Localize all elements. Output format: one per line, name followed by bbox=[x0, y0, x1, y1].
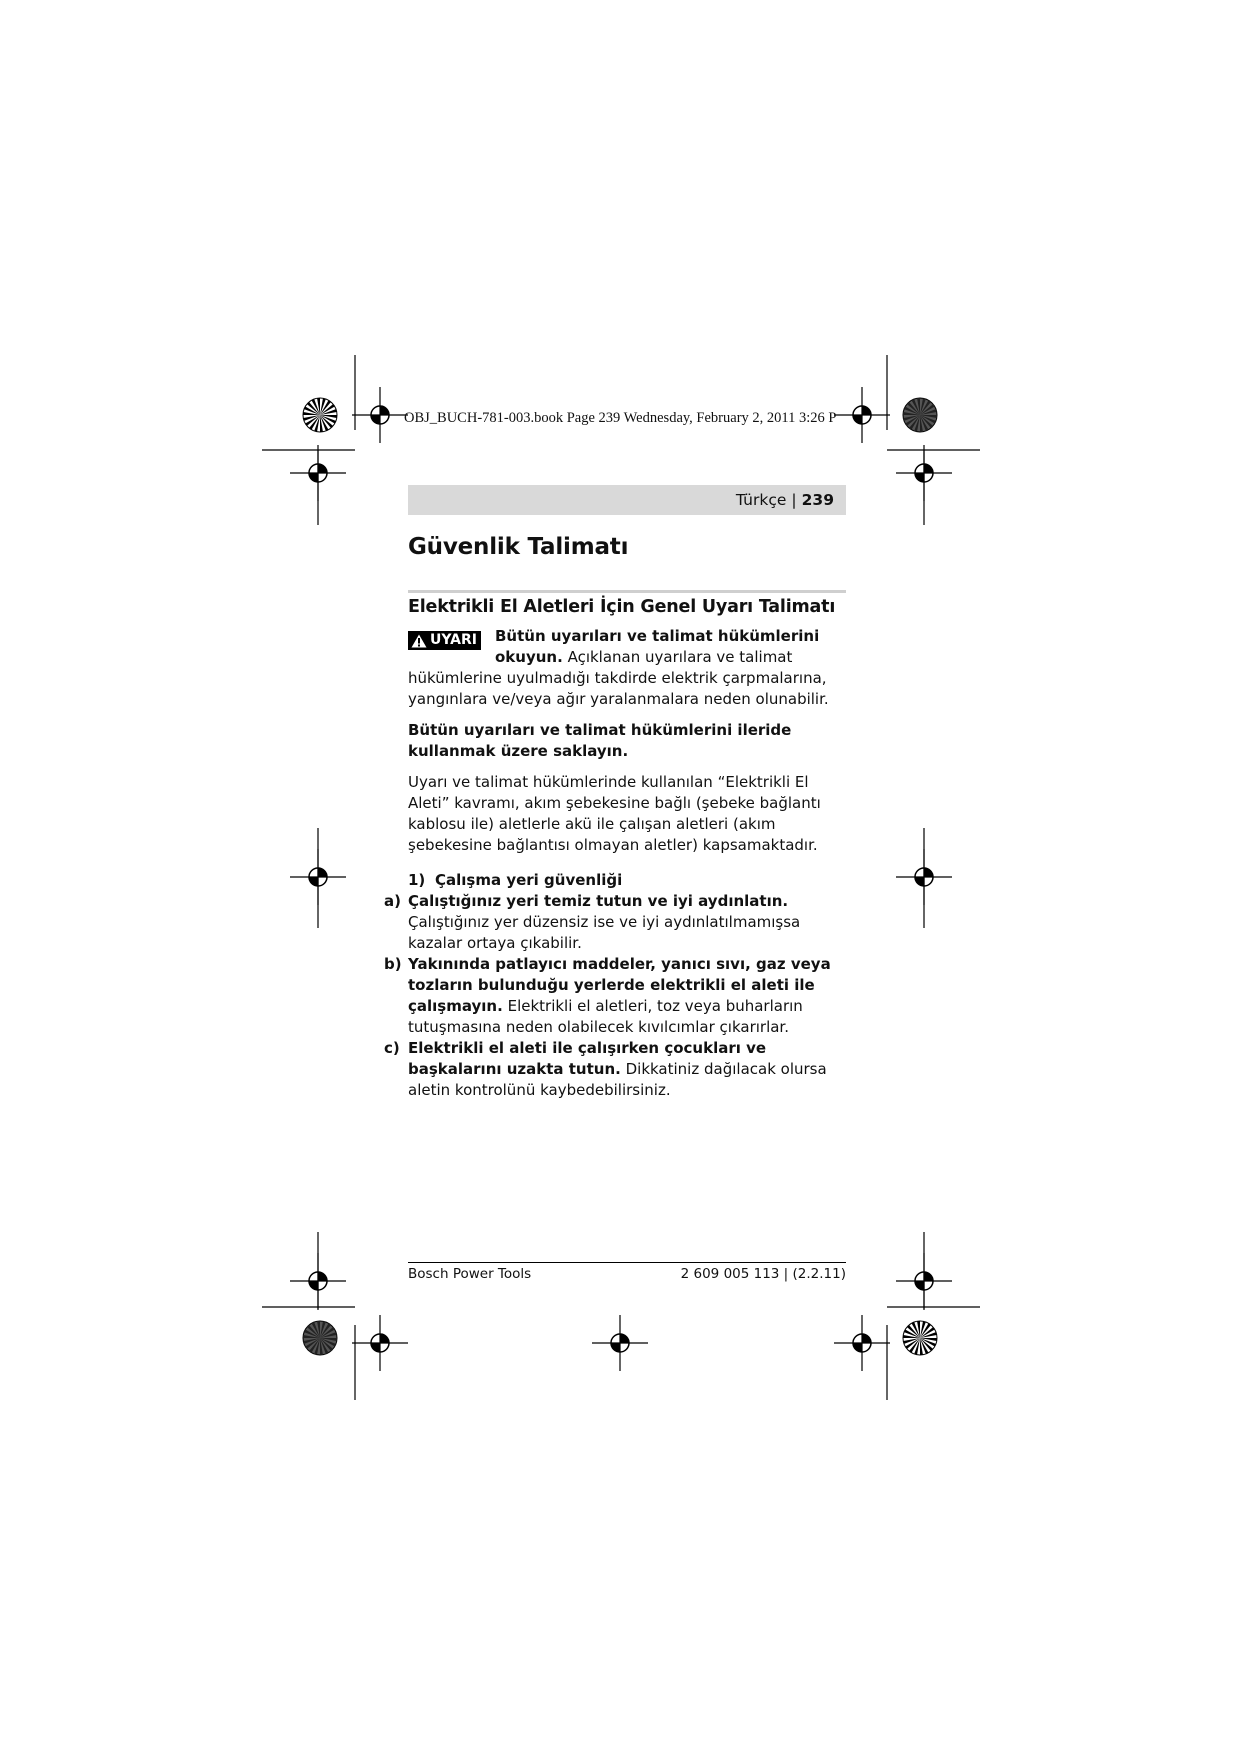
list-item-bold: Çalıştığınız yeri temiz tutun ve iyi aydınlatın. bbox=[408, 892, 789, 910]
star-target-icon bbox=[903, 398, 937, 432]
list-item-text: Dikkatiniz dağılacak olursa aletin kontrolünü kaybedebilirsiniz. bbox=[408, 1060, 827, 1099]
list-item-letter: c) bbox=[384, 1039, 400, 1057]
section-heading: Elektrikli El Aletleri İçin Genel Uyarı Talimatı bbox=[408, 597, 836, 617]
running-header bbox=[408, 485, 846, 515]
warning-badge bbox=[408, 631, 481, 650]
keep-instructions-text: Bütün uyarıları ve talimat hükümlerini ileride kullanmak üzere saklayın. bbox=[408, 721, 792, 760]
list-item-letter: a) bbox=[384, 892, 401, 910]
list-item-a bbox=[384, 891, 846, 954]
footer-rule bbox=[408, 1262, 846, 1263]
star-target-icon bbox=[303, 1321, 337, 1355]
keep-instructions bbox=[408, 720, 846, 762]
print-slug-line: OBJ_BUCH-781-003.book Page 239 Wednesday, February 2, 2011 3:26 P bbox=[404, 410, 837, 426]
section-1-title-text: Çalışma yeri güvenliği bbox=[435, 871, 623, 889]
footer-doc-ref: 2 609 005 113 | (2.2.11) bbox=[680, 1266, 846, 1282]
star-target-icon bbox=[303, 398, 337, 432]
section-1-number: 1) bbox=[408, 871, 426, 889]
warning-paragraph bbox=[408, 626, 846, 710]
star-target-icon bbox=[903, 1321, 937, 1355]
list-item-bold: Elektrikli el aleti ile çalışırken çocukları ve başkalarını uzakta tutun. bbox=[408, 1039, 767, 1078]
definition-paragraph: Uyarı ve talimat hükümlerinde kullanılan “Elektrikli El Aleti” kavramı, akım şebekesine bağlı (şebeke bağlantı kablosu ile) aletlerle akü ile çalışan aletleri (akım şebekesine bağlantısı olmayan aletler) kapsamaktadır. bbox=[408, 773, 821, 854]
list-item-c bbox=[384, 1038, 846, 1101]
footer-brand: Bosch Power Tools bbox=[408, 1266, 532, 1282]
body-content bbox=[384, 626, 846, 1101]
page-title: Güvenlik Talimatı bbox=[408, 534, 629, 560]
section-rule bbox=[408, 590, 846, 593]
header-separator: | bbox=[791, 491, 797, 509]
list-item-bold: Yakınında patlayıcı maddeler, yanıcı sıvı, gaz veya tozların bulunduğu yerlerde elektrikli el aleti ile çalışmayın. bbox=[408, 955, 831, 1015]
list-item-letter: b) bbox=[384, 955, 402, 973]
list-item-text: Çalıştığınız yer düzensiz ise ve iyi aydınlatılmamışsa kazalar ortaya çıkabilir. bbox=[408, 913, 801, 952]
header-language: Türkçe bbox=[735, 491, 787, 509]
warning-badge-label: UYARI bbox=[430, 632, 477, 648]
section-1-title bbox=[408, 870, 846, 891]
list-item-text: Elektrikli el aletleri, toz veya buharların tutuşmasına neden olabilecek kıvılcımlar çıkarırlar. bbox=[408, 997, 803, 1036]
list-item-b bbox=[384, 954, 846, 1038]
warning-triangle-icon bbox=[411, 634, 427, 648]
warning-body-text: Açıklanan uyarılara ve talimat hükümlerine uyulmadığı takdirde elektrik çarpmalarına, yangınlara ve/veya ağır yaralanmalara neden olunabilir. bbox=[408, 648, 829, 708]
page-number: 239 bbox=[801, 491, 834, 509]
warning-bold-text: Bütün uyarıları ve talimat hükümlerini okuyun. bbox=[495, 627, 820, 666]
